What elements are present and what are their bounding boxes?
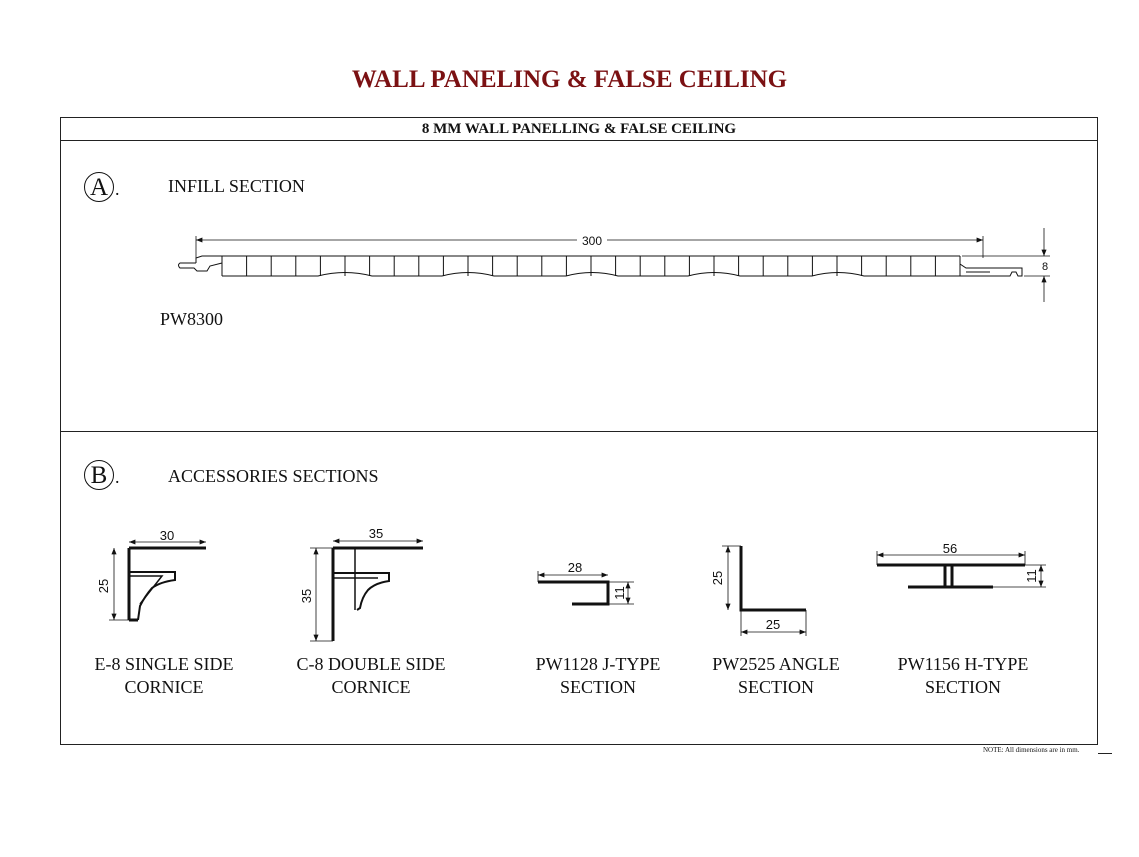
section-b-title: ACCESSORIES SECTIONS xyxy=(168,466,379,486)
dimensions-note: NOTE: All dimensions are in mm. xyxy=(983,746,1080,754)
c8-brace xyxy=(333,548,378,610)
panel-right-groove xyxy=(960,256,1022,276)
section-a-title: INFILL SECTION xyxy=(168,176,305,196)
e8-dim-side-label: 25 xyxy=(96,578,111,594)
product-code-pw8300: PW8300 xyxy=(160,309,223,329)
dim-8 xyxy=(962,228,1050,302)
pw2525-dim-side-label: 25 xyxy=(710,570,725,586)
pw2525-profile xyxy=(741,546,806,610)
caption-line: PW1156 H-TYPE xyxy=(897,654,1029,674)
pw1156-dim-side-label: 11 xyxy=(1024,569,1039,583)
caption-line: PW2525 ANGLE xyxy=(712,654,840,674)
caption-line: CORNICE xyxy=(124,677,204,697)
dim-8-label: 8 xyxy=(1041,261,1049,273)
caption-line: C-8 DOUBLE SIDE xyxy=(296,654,446,674)
pw1128-dim-side-label: 11 xyxy=(612,586,627,600)
caption-line: SECTION xyxy=(560,677,636,697)
pw2525-drawing xyxy=(722,546,806,636)
panel-left-tongue xyxy=(179,263,223,271)
caption-line: SECTION xyxy=(925,677,1001,697)
pw1156-profile xyxy=(877,565,1025,587)
caption-line: PW1128 J-TYPE xyxy=(535,654,661,674)
section-a-letter: A xyxy=(84,172,114,202)
pw1156-drawing xyxy=(877,551,1046,587)
caption-line: CORNICE xyxy=(331,677,411,697)
pw2525-dim-bottom-label: 25 xyxy=(765,617,781,632)
infill-panel-profile xyxy=(179,256,1023,276)
pw1156-dim-top-label: 56 xyxy=(942,541,958,556)
e8-dim-top-label: 30 xyxy=(159,528,175,543)
frame-header: 8 MM WALL PANELLING & FALSE CEILING xyxy=(61,118,1097,141)
e8-cove xyxy=(129,572,175,620)
c8-dim-top-label: 35 xyxy=(368,526,384,541)
c8-cornice-drawing xyxy=(310,541,423,641)
section-b-letter: B xyxy=(84,460,114,490)
c8-profile xyxy=(333,548,423,641)
panel-left-rise xyxy=(196,256,222,263)
pw1128-dim-top-label: 28 xyxy=(567,560,583,575)
caption-line: E-8 SINGLE SIDE xyxy=(94,654,234,674)
pw1128-profile xyxy=(538,582,608,604)
section-a-marker: A . xyxy=(84,172,120,202)
section-b-marker: B . xyxy=(84,460,120,490)
dim-300-label: 300 xyxy=(581,234,603,248)
page-title: WALL PANELING & FALSE CEILING xyxy=(351,66,788,93)
caption-line: SECTION xyxy=(738,677,814,697)
c8-dim-side-label: 35 xyxy=(299,588,314,604)
e8-brace xyxy=(129,576,162,604)
e8-cornice-drawing xyxy=(109,542,206,620)
